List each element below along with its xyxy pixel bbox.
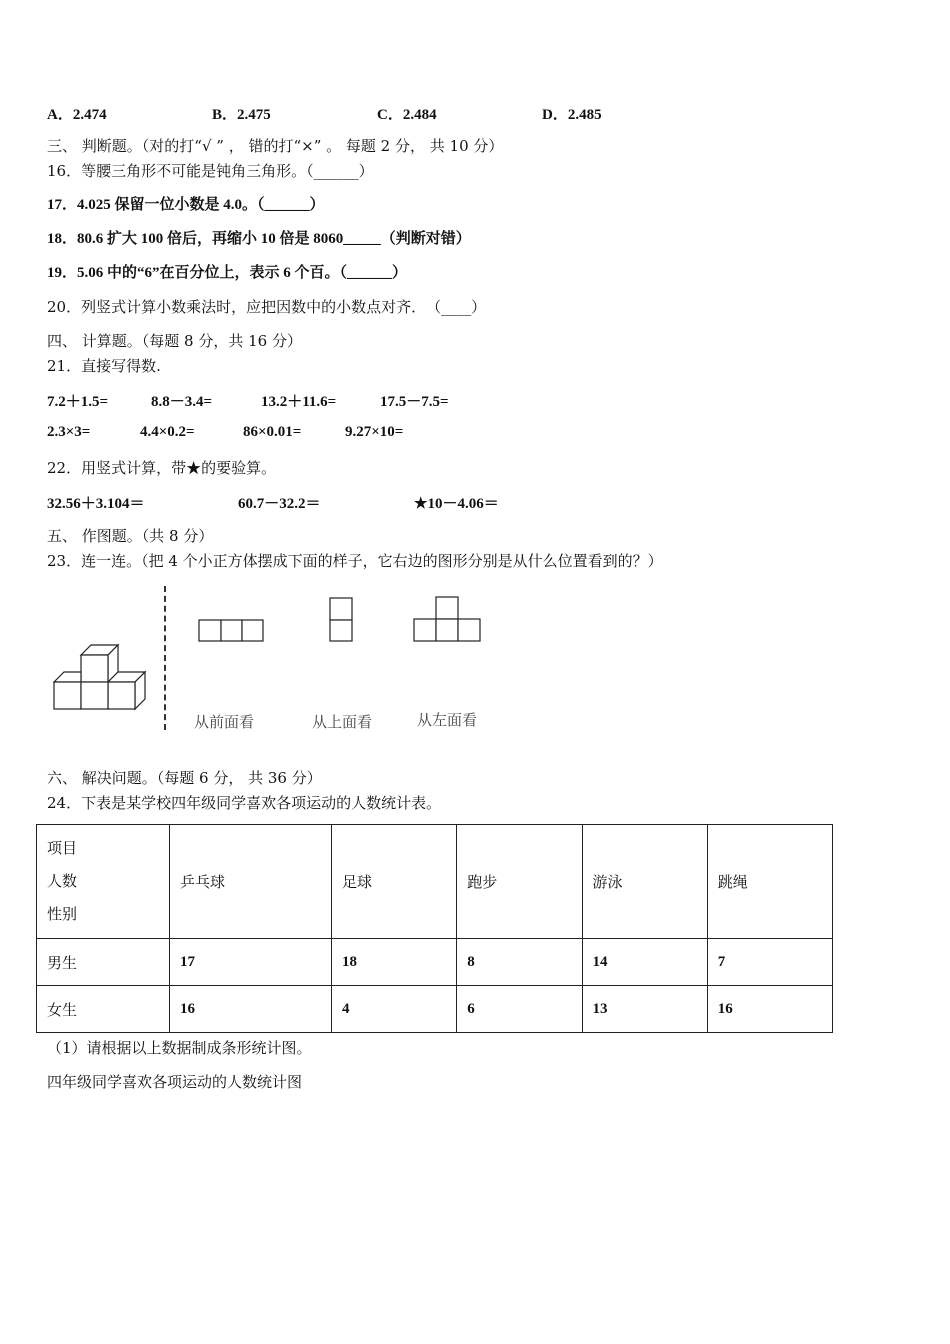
vertical-calc-item: ★10－4.06＝	[414, 496, 499, 512]
question-17: 17．4.025 保留一位小数是 4.0。（______）	[47, 197, 325, 213]
vertical-calc-item: 60.7－32.2＝	[238, 496, 321, 512]
column-header: 乒乓球	[170, 825, 332, 939]
corner-label-item: 项目	[47, 839, 78, 857]
front-view-figure	[198, 619, 266, 643]
table-cell: 16	[170, 986, 332, 1033]
question-18: 18．80.6 扩大 100 倍后，再缩小 10 倍是 8060_____（判断对错）	[47, 231, 471, 247]
corner-label-gender: 性别	[47, 905, 78, 923]
column-header: 跳绳	[707, 825, 832, 939]
section-6-heading: 六、 解决问题。（每题 6 分， 共 36 分）	[47, 769, 322, 787]
top-view-figure	[329, 597, 353, 643]
cube-stack-figure	[48, 640, 148, 715]
calc-item: 13.2＋11.6=	[261, 394, 337, 410]
option-b: B．2.475	[212, 107, 271, 123]
table-cell: 14	[582, 939, 707, 986]
vertical-calc-item: 32.56＋3.104＝	[47, 496, 145, 512]
table-cell: 17	[170, 939, 332, 986]
calc-item: 17.5－7.5=	[380, 394, 449, 410]
row-label: 男生	[37, 939, 170, 986]
calc-item: 9.27×10=	[345, 424, 404, 440]
question-19: 19．5.06 中的“6”在百分位上，表示 6 个百。（______）	[47, 265, 408, 281]
calc-item: 4.4×0.2=	[140, 424, 195, 440]
chart-title: 四年级同学喜欢各项运动的人数统计图	[47, 1073, 303, 1091]
table-cell: 6	[457, 986, 582, 1033]
question-20: 20．列竖式计算小数乘法时，应把因数中的小数点对齐． （____）	[47, 298, 487, 316]
left-view-label: 从左面看	[417, 711, 478, 729]
table-header-row	[37, 825, 833, 939]
table-cell: 16	[707, 986, 832, 1033]
table-cell: 7	[707, 939, 832, 986]
column-header: 足球	[332, 825, 457, 939]
calc-item: 2.3×3=	[47, 424, 91, 440]
left-view-figure	[413, 596, 483, 644]
column-header: 游泳	[582, 825, 707, 939]
table-cell: 13	[582, 986, 707, 1033]
calc-item: 86×0.01=	[243, 424, 302, 440]
section-4-heading: 四、 计算题。（每题 8 分，共 16 分）	[47, 332, 302, 350]
top-view-label: 从上面看	[312, 713, 373, 731]
question-21: 21．直接写得数.	[47, 357, 161, 375]
corner-label-count: 人数	[47, 872, 78, 890]
question-22: 22．用竖式计算，带★的要验算。	[47, 459, 277, 477]
table-cell: 18	[332, 939, 457, 986]
dashed-divider	[164, 586, 166, 730]
question-23: 23．连一连。（把 4 个小正方体摆成下面的样子，它右边的图形分别是从什么位置看到的？）	[47, 552, 663, 570]
question-16: 16．等腰三角形不可能是钝角三角形。（______）	[47, 162, 374, 180]
front-view-label: 从前面看	[194, 713, 255, 731]
calc-item: 8.8－3.4=	[151, 394, 213, 410]
table-corner-cell	[37, 825, 170, 939]
sports-stats-table	[36, 824, 833, 1033]
calc-item: 7.2＋1.5=	[47, 394, 109, 410]
table-row	[37, 939, 833, 986]
option-d: D．2.485	[542, 107, 602, 123]
section-5-heading: 五、 作图题。（共 8 分）	[47, 527, 214, 545]
question-24: 24．下表是某学校四年级同学喜欢各项运动的人数统计表。	[47, 794, 442, 812]
option-a: A．2.474	[47, 107, 107, 123]
option-c: C．2.484	[377, 107, 437, 123]
table-row	[37, 986, 833, 1033]
section-3-heading: 三、 判断题。（对的打“√ ” ， 错的打“×” 。 每题 2 分， 共 10 分）	[47, 137, 504, 155]
sub-question-1: （1）请根据以上数据制成条形统计图。	[47, 1039, 312, 1057]
row-label: 女生	[37, 986, 170, 1033]
column-header: 跑步	[457, 825, 582, 939]
table-cell: 8	[457, 939, 582, 986]
table-cell: 4	[332, 986, 457, 1033]
